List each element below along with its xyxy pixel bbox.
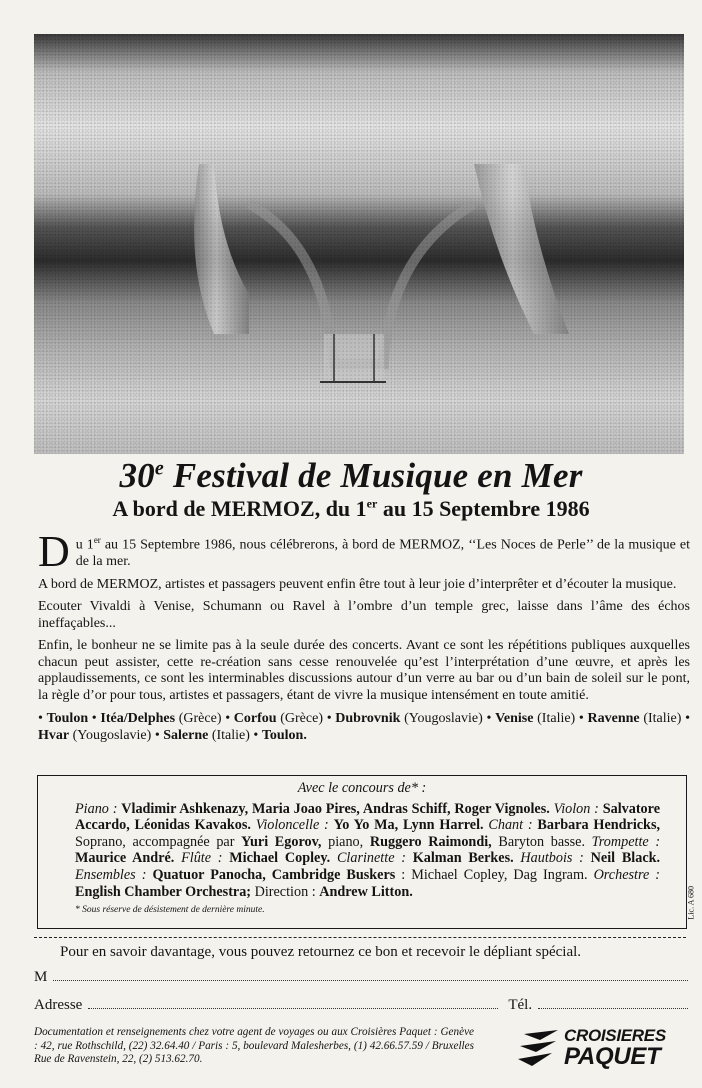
license-number: Lic. A 680 (687, 886, 696, 920)
festival-subtitle: A bord de MERMOZ, du 1er au 15 Septembre 1986 (112, 496, 590, 521)
name-label: M (34, 969, 48, 985)
performers-heading: Avec le concours de* : (297, 780, 427, 796)
performers-box (37, 775, 696, 929)
festival-title: 30e Festival de Musique en Mer (119, 456, 583, 495)
croisieres-paquet-logo (518, 1026, 688, 1070)
city-item: • Itéa/Delphes (Grèce) (91, 711, 222, 727)
performers-list: Piano : Vladimir Ashkenazy, Maria Joao Pires, Andras Schiff, Roger Vignoles. Violon : Salvatore Accardo, Léonidas Kavakos. Violoncelle : Yo Yo Ma, Lynn Harrel. Chant : Barbara Hendricks, Soprano, accompagnée par Yuri Egorov, piano, Ruggero Raimondi, Baryton basse. Trompette : Maurice André. Flûte : Michael Copley. Clarinette : Kalman Berkes. Hautbois : Neil Black. Ensembles : Quatuor Panocha, Cambridge Buskers : Michael Copley, Dag Ingram. Orchestre : English Chamber Orchestra; Direction : Andrew Litton. (75, 800, 661, 900)
coupon-intro: Pour en savoir davantage, vous pouvez retournez ce bon et recevoir le dépliant spécial. (60, 944, 582, 960)
cut-line (34, 937, 686, 938)
logo-line-paquet: PAQUET (564, 1043, 661, 1070)
cover-photo (34, 34, 684, 454)
address-label: Adresse (34, 997, 83, 1013)
city-item: • Dubrovnik (Yougoslavie) (326, 711, 483, 727)
city-item: • Salerne (Italie) (154, 728, 250, 744)
city-item: • Ravenne (Italie) (578, 711, 682, 727)
city-item: • Venise (Italie) (486, 711, 576, 727)
festival-description (38, 527, 691, 744)
paragraph-intro: Du 1er au 15 Septembre 1986, nous célébrerons, à bord de MERMOZ, ‘‘Les Noces de Perle’’ de la musique et de la mer. (38, 527, 690, 576)
city-item: • Corfou (Grèce) (225, 711, 323, 727)
itinerary-cities (38, 710, 690, 744)
paragraph-vivaldi: Ecouter Vivaldi à Venise, Schumann ou Ravel à l’ombre d’un temple grec, laisse dans l’âme des échos ineffaçables... (38, 599, 690, 631)
name-line[interactable] (53, 968, 688, 981)
documentation-info: Documentation et renseignements chez votre agent de voyages ou aux Croisières Paquet : Genève : 42, rue Rothschild, (22) 32.64.40 / Paris : 5, boulevard Malesherbes, (1) 42.66.57.59 / Bruxelles Rue de Ravenstein, 22, (2) 513.62.70. (34, 1026, 474, 1065)
paragraph-artists: A bord de MERMOZ, artistes et passagers peuvent enfin être tout à leur joie d’interprêter et d’écouter la musique. (38, 576, 677, 592)
city-item: • Toulon. (253, 728, 307, 744)
logo-line-croisieres: CROISIERES (564, 1026, 666, 1045)
sea-columns-illustration (34, 34, 684, 454)
phone-line[interactable] (538, 996, 688, 1009)
name-field[interactable] (34, 968, 688, 986)
city-item: • Hvar (Yougoslavie) (38, 711, 691, 744)
paquet-wave-icon (518, 1026, 564, 1070)
city-item: • Toulon (38, 711, 89, 727)
drop-cap: D (38, 527, 70, 576)
cancellation-footnote: * Sous réserve de désistement de dernière minute. (75, 905, 265, 916)
address-line[interactable] (88, 996, 498, 1009)
address-field[interactable] (34, 996, 688, 1014)
paragraph-happiness: Enfin, le bonheur ne se limite pas à la seule durée des concerts. Avant ce sont les répétitions publiques auxquelles chacun peut assister, cette re-création sans cesse renouvelée qu’est l’interprétation d’une œuvre, et après les applaudissements, ce sont les interminables discussions autour d’un verre au bar ou d’un bain de soleil sur le pont, la règle d’or pour tous, artistes et passagers, étant de vivre la musique intensément en toute amitié. (38, 638, 690, 703)
phone-label: Tél. (508, 997, 533, 1013)
